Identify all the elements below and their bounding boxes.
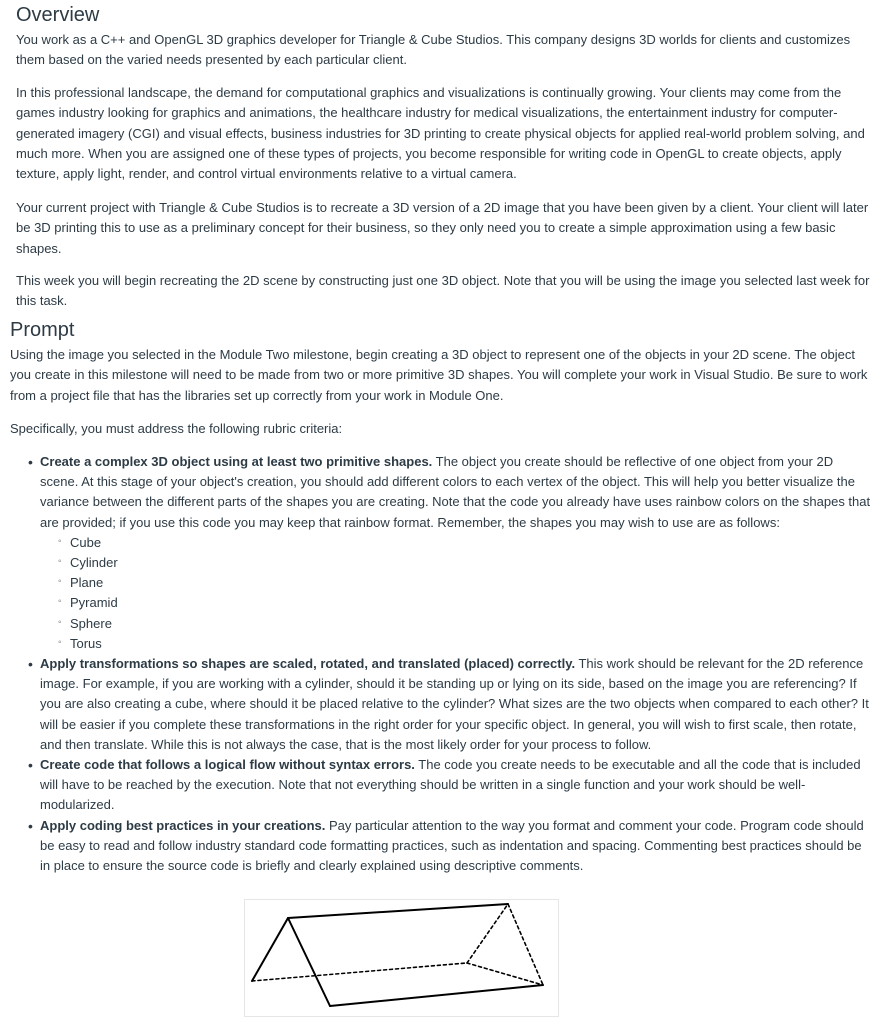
base-back-edge bbox=[252, 963, 467, 981]
overview-paragraph-4: This week you will begin recreating the 2D scene by constructing just one 3D object. Note that you will be using the image you selected last week for this task. bbox=[16, 273, 870, 309]
triangular-prism-wireframe-icon bbox=[245, 900, 558, 1016]
overview-paragraph-3: Your current project with Triangle & Cube Studios is to recreate a 3D version of a 2D image that you have been given by a client. Your client will later be 3D printing this to use as a preliminary concept for their business, so they only need you to create a simple approximation using a few basic shapes. bbox=[16, 200, 869, 256]
front-left-edge bbox=[252, 918, 288, 981]
shape-item-torus: ◦ Torus bbox=[40, 634, 875, 654]
criterion-item bbox=[40, 654, 875, 755]
criterion-title: Apply coding best practices in your creations. bbox=[40, 817, 326, 833]
shape-list bbox=[40, 533, 875, 654]
criterion-title: Create a complex 3D object using at least two primitive shapes. bbox=[40, 454, 433, 469]
shape-item-cube: ◦ Cube bbox=[40, 533, 875, 553]
prompt-paragraph-1: Using the image you selected in the Module Two milestone, begin creating a 3D object to represent one of the objects in your 2D scene. The object you create in this milestone will need to be made from two or more primitive 3D shapes. You will complete your work in Visual Studio. Be sure to work from a project file that has the libraries set up correctly from your work in Module One. bbox=[10, 347, 868, 403]
shape-item-pyramid: ◦ Pyramid bbox=[40, 593, 875, 613]
criterion-item bbox=[40, 452, 875, 654]
rubric-criteria-list bbox=[40, 452, 875, 876]
criterion-title: Apply transformations so shapes are scaled, rotated, and translated (placed) correctly. bbox=[40, 656, 576, 672]
criterion-item bbox=[40, 816, 875, 877]
overview-paragraph-1: You work as a C++ and OpenGL 3D graphics developer for Triangle & Cube Studios. This company designs 3D worlds for clients and customizes them based on the varied needs presented by each particular client. bbox=[16, 32, 851, 68]
shape-item-plane: ◦ Plane bbox=[40, 573, 875, 593]
overview-paragraph-2: In this professional landscape, the demand for computational graphics and visualizations is continually growing. Your clients may come from the games industry looking for graphics and animations, the healthcare industry for medical visualizations, the entertainment industry for computer-generated imagery (CGI) and visual effects, business industries for 3D printing to create physical objects for applied real-world problem solving, and much more. When you are assigned one of these types of projects, you become responsible for writing code in OpenGL to create objects, apply texture, apply light, render, and control virtual environments relative to a virtual camera. bbox=[16, 85, 865, 182]
back-right-edge bbox=[508, 904, 543, 985]
prompt-heading: Prompt bbox=[10, 319, 75, 341]
top-ridge-edge bbox=[288, 904, 508, 918]
front-right-edge bbox=[288, 918, 330, 1006]
back-left-edge bbox=[467, 904, 508, 963]
criterion-text: This work should be relevant for the 2D reference image. For example, if you are working with a cylinder, should it be standing up or lying on its side, based on the image you are referencing? If you are also creating a cube, where should it be placed relative to the cylinder? What sizes are the two objects when compared to each other? It will be easier if you complete these transformations in the right order for your specific object. In general, you will wish to first scale, then rotate, and then translate. While this is not always the case, that is the most likely order for your process to follow. bbox=[40, 656, 869, 752]
shape-item-sphere: ◦ Sphere bbox=[40, 614, 875, 634]
criterion-title: Create code that follows a logical flow without syntax errors. bbox=[40, 757, 415, 773]
back-base-edge bbox=[467, 963, 543, 985]
criterion-item bbox=[40, 755, 875, 816]
criterion-text: The code you create needs to be executable and all the code that is included will have to be reached by the execution. Note that not everything should be written in a single function and your work should be well-modularized. bbox=[40, 757, 861, 813]
shape-item-cylinder: ◦ Cylinder bbox=[40, 553, 875, 573]
reference-figure bbox=[244, 899, 559, 1017]
overview-heading: Overview bbox=[16, 4, 100, 26]
prompt-paragraph-2: Specifically, you must address the following rubric criteria: bbox=[10, 421, 343, 436]
criterion-text: The object you create should be reflective of one object from your 2D scene. At this stage of your object's creation, you should add different colors to each vertex of the object. This will help you better visualize the variance between the different parts of the shapes you are creating. Note that the code you already have uses rainbow colors on the shapes that are provided; if you use this code you may keep that rainbow format. Remember, the shapes you may wish to use are as follows: bbox=[40, 454, 871, 530]
criterion-text: Pay particular attention to the way you format and comment your code. Program code should be easy to read and follow industry standard code formatting practices, such as indentation and spacing. Commenting best practices should be in place to ensure the source code is briefly and clearly explained using descriptive comments. bbox=[40, 817, 864, 874]
base-front-edge bbox=[330, 985, 543, 1006]
